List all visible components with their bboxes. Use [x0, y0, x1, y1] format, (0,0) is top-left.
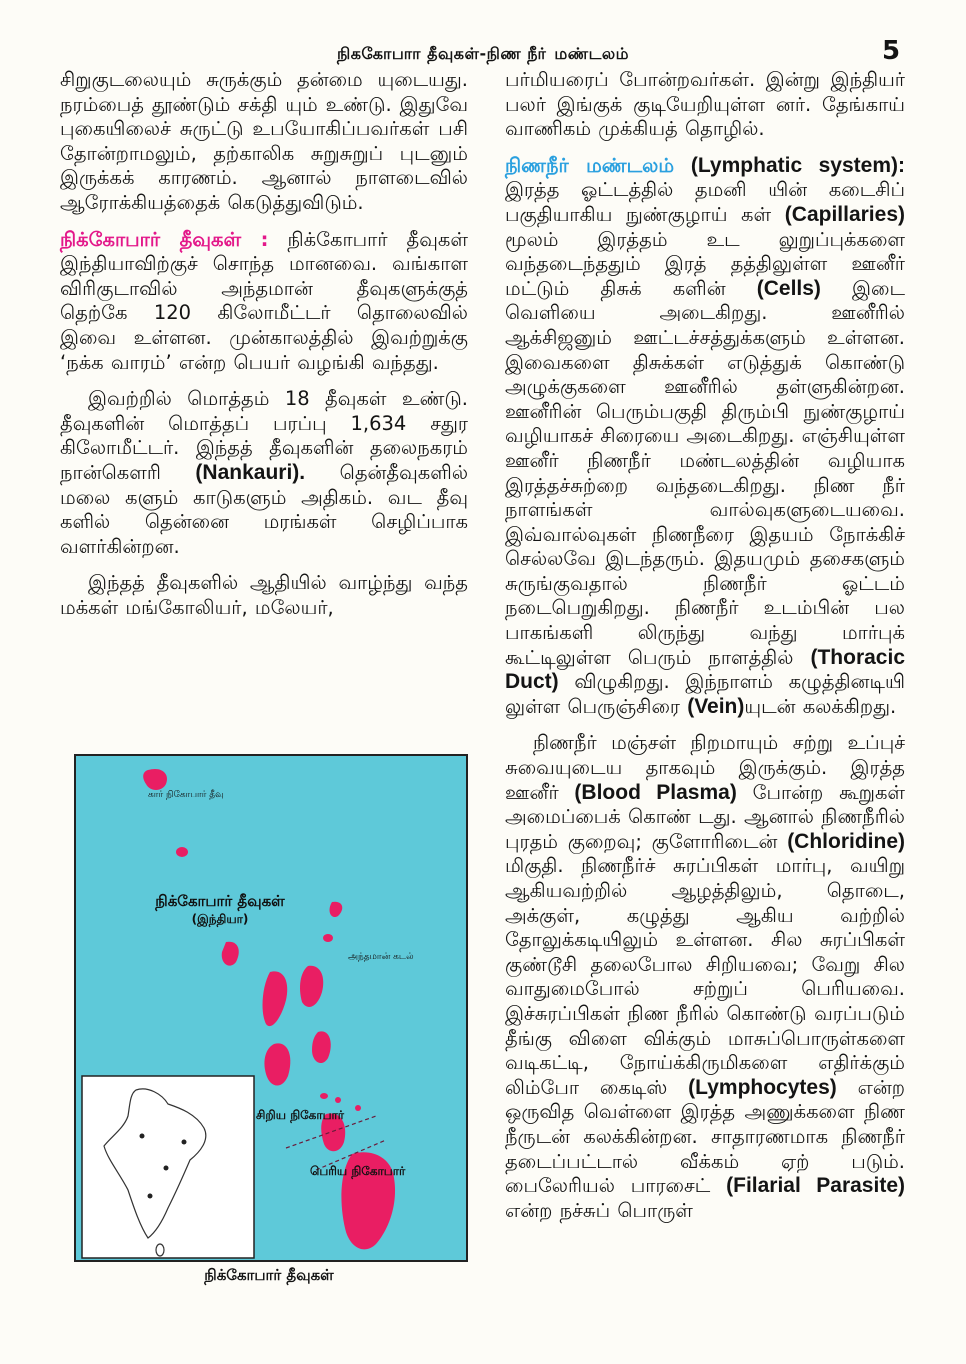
term-chloridine: (Chloridine)	[787, 829, 906, 853]
islet-3	[355, 1105, 361, 1111]
map-title	[140, 892, 300, 928]
map-title-line2: (இந்தியா)	[191, 912, 249, 926]
paragraph: இந்தத் தீவுகளில் ஆதியில் வாழ்ந்து வந்த மக்கள் மங்கோலியர், மலேயர்,	[60, 571, 468, 619]
map-caption: நிக்கோபார் தீவுகள்	[204, 1266, 334, 1284]
map-label-car-nicobar: கார் நிகோபார் தீவு	[148, 790, 224, 800]
india-city-marker	[164, 1166, 169, 1171]
page-number: 5	[882, 36, 901, 66]
term-blood-plasma: (Blood Plasma)	[574, 780, 737, 804]
map-label-little-nicobar: சிறிய நிகோபார்	[256, 1108, 345, 1122]
paragraph	[60, 228, 468, 376]
map-title-line1: நிக்கோபார் தீவுகள்	[155, 892, 285, 910]
section-heading-lymphatic: நிணநீர் மண்டலம்	[505, 153, 675, 177]
right-column	[505, 68, 905, 1235]
islet-1	[320, 1093, 328, 1099]
running-head: நிககோபாா தீவுகள்-நிண நீா் மண்டலம்	[336, 44, 630, 63]
india-city-marker	[182, 1140, 187, 1145]
term-thoracic-duct: (Thoracic Duct)	[505, 645, 906, 694]
islet-2	[335, 1097, 341, 1103]
paragraph-text: மிகுதி. நிணநீர்ச் சுரப்பிகள் மார்பு, வயிறு ஆகியவற்றில் ஆழத்திலும், தொடை, அக்குள், கழுத்து ஆகிய வற்றில் தோலுக்கடியிலும் உள்ளன. சில சுரப்பிகள் குண்டூசி தலைபோல சிறியவை; வேறு சில வாதுமைபோல் சற்றுப் பெரியவை. இச்சுரப்பிகள் நிண நீரில் கொண்டு வரப்படும் தீங்கு விளை விக்கும் மாசுப்பொருள்களை வடிகட்டி, நோய்க்கிருமிகளை எதிர்க்கும் லிம்போ கைடிஸ்	[505, 854, 905, 1099]
map-graphic	[76, 756, 466, 1260]
section-heading-nicobar: நிக்கோபார் தீவுகள் :	[60, 227, 269, 251]
paragraph-text: என்ற நச்சுப் பொருள்	[505, 1198, 693, 1222]
paragraph	[505, 154, 905, 720]
map-label-great-nicobar: பெரிய நிகோபார்	[310, 1164, 406, 1178]
paragraph: சிறுகுடலையும் சுருக்கும் தன்மை யுடையது. நரம்பைத் தூண்டும் சக்தி யும் உண்டு. இதுவே புகையிலைச் சுருட்டு உபயோகிப்பவர்கள் பசி தோன்றாமலும், தற்காலிக சுறுசுறுப் புடனும் இருக்கக் காரணம். ஆனால் நாளடைவில் ஆரோக்கியத்தைக் கெடுத்துவிடும்.	[60, 68, 468, 214]
paragraph	[60, 387, 468, 559]
paragraph-text: போன்ற கூறுகள் அமைப்பைக் கொண் டது. ஆனால் நிணநீரில் புரதம் குறைவு; குளோரிடைன்	[505, 780, 906, 853]
battimalv-island	[176, 847, 188, 857]
map-label-andaman-sea: அந்தமான் கடல்	[348, 952, 414, 962]
term-filarial-parasite: (Filarial Parasite)	[726, 1174, 905, 1198]
left-column	[60, 68, 468, 632]
paragraph-text: யுடன் கலக்கிறது.	[744, 694, 897, 718]
paragraph	[505, 731, 905, 1223]
paragraph-text: இரத்த ஓட்டத்தில் தமனி யின் கடைசிப் பகுதியாகிய நுண்குழாய் கள்	[505, 178, 905, 226]
india-city-marker	[140, 1134, 145, 1139]
paragraph-text: இடை வெளியை அடைகிறது. ஊனீரில் ஆக்சிஜனும் ஊட்டச்சத்துக்களும் உள்ளன. இவைகளை திசுக்கள் எடுத்துக் கொண்டு அழுக்குகளை ஊனீரில் தள்ளுகின்றன. ஊனீரின் பெரும்பகுதி திரும்பி நுண்குழாய் வழியாகச் சிரையை அடைகிறது. எஞ்சியுள்ள ஊனீர் நிணநீர் மண்டலத்தின் வழியாக இரத்தச்சுற்றை வந்தடைகிறது. நிண நீர் நாளங்கள் வால்வுகளுடையவை. இவ்வால்வுகள் நிணநீரை இதயம் நோக்கிச் செல்லவே இடந்தரும். இதயமும் தசைகளும் சுருங்குவதால் நிணநீர் ஓட்டம் நடைபெறுகிறது. நிணநீர் உடம்பின் பல பாகங்களி லிருந்து வந்து மார்புக் கூட்டிலுள்ள பெரும் நாளத்தில்	[505, 276, 905, 669]
nicobar-map	[74, 754, 468, 1262]
term-nankauri: (Nankauri).	[195, 460, 306, 484]
paragraph-text: இவற்றில் மொத்தம் 18 தீவுகள் உண்டு. தீவுகளின் மொத்தப் பரப்பு 1,634 சதுர கிலோமீட்டர். இந்தத் தீவுகளின் தலைநகரம் நான்கௌரி	[60, 387, 468, 484]
tillangchong-island	[323, 934, 333, 942]
term-capillaries: (Capillaries)	[784, 202, 905, 226]
paragraph-text: என்ற ஒருவித வெள்ளை இரத்த அணுக்களை நிண நீருடன் கலக்கின்றன. சாதாரணமாக நிணநீர் தடைப்பட்டால் வீக்கம் ஏற் படும். பைலேரியல் பாரசைட்	[505, 1075, 906, 1198]
paragraph-text: நிக்கோபார் தீவுகள் இந்தியாவிற்குச் சொந்த மானவை. வங்காள விரிகுடாவில் அந்தமான் தீவுகளுக்குத் தெற்கே 120 கிலோமீட்டர் தொலைவில் இவை உள்ளன. முன்காலத்தில் இவற்றுக்கு ‘நக்க வாரம்’ என்ற பெயர் வழங்கி வந்தது.	[60, 227, 468, 374]
paragraph-text: விழுகிறது. இந்நாளம் கழுத்தினடியி லுள்ள பெருஞ்சிரை	[505, 670, 905, 718]
india-city-marker	[148, 1194, 153, 1199]
term-cells: (Cells)	[756, 276, 821, 300]
term-lymphatic-system: (Lymphatic system):	[690, 153, 905, 177]
term-lymphocytes: (Lymphocytes)	[688, 1075, 837, 1099]
paragraph-text: தென்தீவுகளில் மலை களும் காடுகளும் அதிகம். வட தீவு களில் தென்னை மரங்கள் செழிப்பாக வளர்கின்றன.	[60, 460, 469, 558]
paragraph-text: நிணநீர் மஞ்சள் நிறமாயும் சற்று உப்புச் சுவையுடைய தாகவும் இருக்கும். இரத்த ஊனீர்	[505, 731, 905, 804]
paragraph: பர்மியரைப் போன்றவர்கள். இன்று இந்தியர் பலர் இங்குக் குடியேறியுள்ள னர். தேங்காய் வாணிகம் முக்கியத் தொழில்.	[505, 68, 905, 141]
paragraph-text: மூலம் இரத்தம் உட லுறுப்புக்களை வந்தடைந்ததும் இரத் தத்திலுள்ள ஊனீர் மட்டும் திசுக் களின்	[505, 227, 905, 300]
term-vein: (Vein)	[687, 694, 745, 718]
